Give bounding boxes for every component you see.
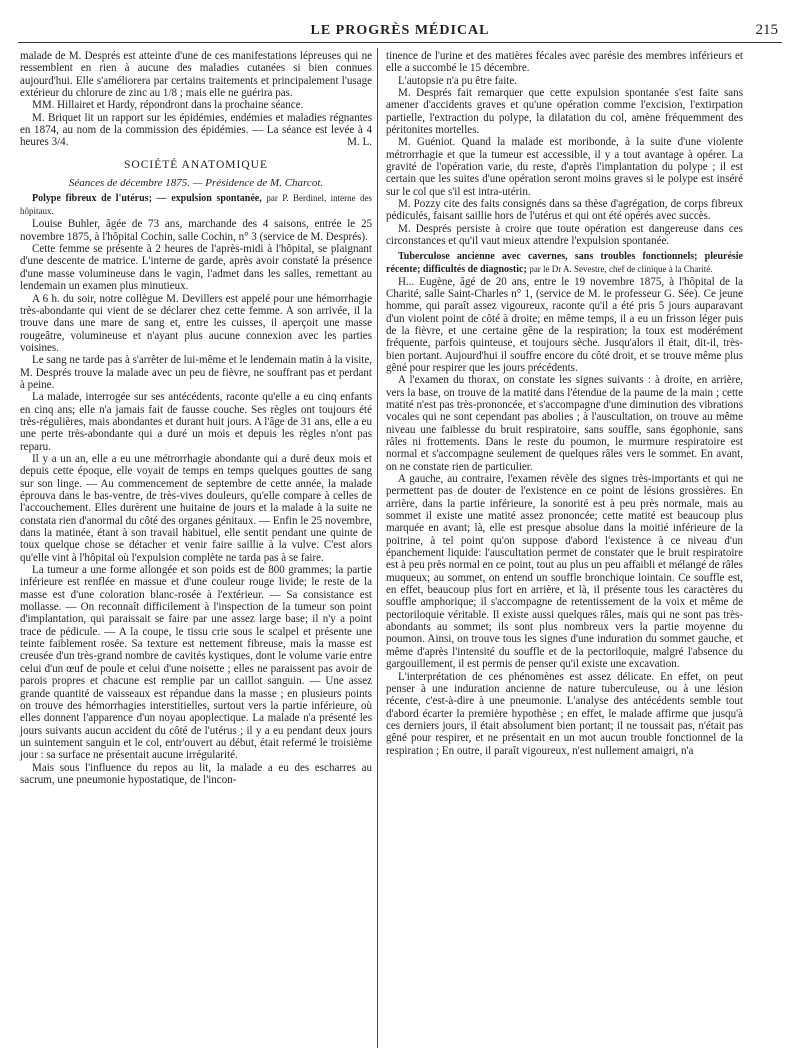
page-number: 215 (755, 22, 778, 38)
paragraph: Cette femme se présente à 2 heures de l'après-midi à l'hôpital, se plaignant d'une descente de matrice. L'interne de garde, après avoir constaté la présence d'une masse volumineuse dans le vagin, l'admet dans les salles, remettant au lendemain un examen plus minutieux. (20, 243, 372, 293)
article-title (386, 251, 743, 276)
section-title: SOCIÉTÉ ANATOMIQUE (124, 158, 268, 171)
article-title-text: Polype fibreux de l'utérus; — expulsion spontanée, (32, 193, 262, 205)
paragraph: M. Després fait remarquer que cette expulsion spontanée s'est faite sans amener d'accidents graves et qu'une opération comme l'excision, l'extirpation partielle, l'extraction du polype, la dilatation du col, amène fréquemment des péritonites mortelles. (386, 87, 743, 137)
paragraph: M. Pozzy cite des faits consignés dans sa thèse d'agrégation, de corps fibreux pédiculés, faisant saillie hors de l'utérus et qui ont été opérés avec succès. (386, 198, 743, 223)
paragraph: A 6 h. du soir, notre collègue M. Devillers est appelé pour une hémorrhagie très-abondante qui vient de se déclarer chez cette femme. A son arrivée, il la trouve dans une mare de sang et, entre les cuisses, il aperçoit une masse rougeâtre, volumineuse et n'ayant plus aucune connexion avec les parties voisines. (20, 292, 372, 354)
article-title-text: Tuberculose ancienne avec cavernes, sans troubles fonctionnels; pleurésie récente; difficultés de diagnostic; (386, 250, 743, 275)
paragraph: MM. Hillairet et Hardy, répondront dans la prochaine séance. (32, 99, 304, 112)
left-column (20, 50, 372, 786)
article-author: par P. Berdinel, interne des hôpitaux. (20, 193, 373, 217)
paragraph: La malade, interrogée sur ses antécédents, raconte qu'elle a eu cinq enfants en cinq ans; elle n'a jamais fait de fausse couche. Ses règles ont toujours été très-régulières, mais abondantes et durant huit jours. A l'âge de 31 ans, elle a eu une perte très-abondante qui a duré un mois et depuis les règles n'ont pas reparu. (20, 391, 372, 453)
paragraph: Louise Buhler, âgée de 73 ans, marchande des 4 saisons, entrée le 25 novembre 1875, à l'hôpital Cochin, salle Cochin, n° 3 (service de M. Després). (20, 218, 372, 243)
paragraph: La tumeur a une forme allongée et son poids est de 800 grammes; la partie inférieure est renflée en massue et d'une couleur rouge livide; le reste de la masse est d'une coloration blanc-rosée à l'extérieur. — Sa consistance est mollasse. — On reconnaît difficilement à l'inspection de la tumeur son point d'implantation, qui paraissait se faire par une assez large base; il n'y a point trace de pédicule. — A la coupe, le tissu crie sous le scalpel et présente une teinte faiblement rosée. Sa texture est nettement fibreuse, mais la masse est creusée d'un très-grand nombre de cavités kystiques, dont le volume varie entre celui d'un œuf de poule et celui d'une noisette ; elles ne paraissent pas avoir de parois propres et chacune est remplie par un caillot sanguin. — Une assez grande quantité de vaisseaux est répandue dans la masse ; en plusieurs points on trouve des hémorrhagies interstitielles, surtout vers la partie inférieure, où elles donnent l'apparence d'un noyau apoplectique. La malade n'a présenté les jours suivants aucun accident du côté de l'utérus ; il y a eu pendant deux jours un suintement sanguin et le col, entr'ouvert au début, était refermé le troisième jour : sa surface ne présentait aucune irrégularité. (20, 564, 372, 762)
journal-title: LE PROGRÈS MÉDICAL (310, 23, 490, 38)
page-header (18, 20, 782, 43)
paragraph: Le sang ne tarde pas à s'arrêter de lui-même et le lendemain matin à la visite, M. Després trouve la malade avec un peu de fièvre, ne souffrant pas et perdant à peine. (20, 354, 373, 391)
paragraph: A gauche, au contraire, l'examen révèle des signes très-importants et qui ne permettent pas de douter de l'existence en ce point de lésions grossières. En arrière, dans la partie inférieure, la sonorité est à peu près normale, mais au sommet il existe une matité assez prononcée; cette matité est beaucoup plus marquée en avant; là, elle est presque absolue dans la moitié inférieure de la poitrine, à tel point qu'on suppose d'abord l'existence à ce niveau d'un épanchement liquide: l'auscultation permet de constater que le bruit respiratoire est à peu près normal en ce point, tout au plus un peu affaibli et mélangé de râles muqueux; au sommet, on entend un souffle bronchique lointain. Ce souffle est, en effet, beaucoup plus fort en arrière, et là, il présente tous les caractères du souffle amphorique; il s'accompagne de retentissement de la voix et même de pectoriloquie véritable. Il existe aussi quelques râles, mais qui ne sont pas très-abondants au sommet; ils sont plus nombreux vers la partie moyenne du poumon. Ainsi, on trouve tous les signes d'une induration du sommet gauche, et même d'après l'intensité du souffle et de la pectoriloquie, malgré l'absence du gargouillement, il est permis de penser qu'il existe une excavation. (386, 473, 743, 671)
paragraph: L'autopsie n'a pu être faite. (398, 74, 518, 87)
paragraph (20, 112, 372, 149)
signature: M. L. (347, 136, 372, 149)
session-heading: Séances de décembre 1875. — Présidence de M. Charcot. (68, 177, 324, 190)
paragraph: malade de M. Després est atteinte d'une de ces manifestations lépreuses qui ne ressemblent en rien à aucune des maladies cutanées si bien connues aujourd'hui. Elle s'améliorera par certains traitements et principalement l'usage extérieur du chlorure de zinc au 1/8 ; mais elle ne guérira pas. (20, 50, 372, 100)
paragraph: H... Eugène, âgé de 20 ans, entre le 19 novembre 1875, à l'hôpital de la Charité, salle Saint-Charles n° 1, (service de M. le professeur G. Sée). Ce jeune homme, qui paraît assez vigoureux, raconte qu'il a été pris 5 jours auparavant d'un violent point de côté à droite; en même temps, il a eu un frisson léger puis de la fièvre, et une certaine gêne de la respiration; la toux est modérément fréquente, parfois quinteuse, et toujours sèche. Jusqu'alors il était, dit-il, très-bien portant. Aujourd'hui il souffre encore du côté droit, et se trouve même plus gêné pour respirer que les jours précédents. (386, 275, 743, 374)
paragraph: Mais sous l'influence du repos au lit, la malade a eu des escharres au sacrum, une pneumonie hypostatique, de l'incon- (20, 761, 372, 786)
paragraph: M. Guéniot. Quand la malade est moribonde, à la suite d'une violente métrorrhagie et que la tumeur est accessible, il y a tout avantage à opérer. La gravité de l'opération varie, du reste, d'après l'implantation du polype ; il est certain que les suites d'une opération seront moins graves si le polype est inséré sur le col que s'il est intra-utérin. (386, 136, 743, 198)
right-column (386, 50, 743, 757)
article-author: par le Dr A. Sevestre, chef de clinique à la Charité. (529, 263, 713, 274)
article-title (20, 192, 372, 218)
paragraph: L'interprétation de ces phénomènes est assez délicate. En effet, on peut penser à une induration ancienne de nature tuberculeuse, ou à une lésion récente, c'est-à-dire à une pneumonie. L'analyse des antécédents semble tout d'abord écarter la première hypothèse ; en effet, le malade affirme que jusqu'à ces derniers jours, il était absolument bien portant; il ne toussait pas, n'était pas gêné pour respirer, et ne présentait en un mot aucun trouble fonctionnel de la respiration ; En outre, il paraît vigoureux, n'est nullement amaigri, n'a (386, 670, 743, 757)
column-divider (377, 48, 378, 1048)
paragraph-text: M. Briquet lit un rapport sur les épidémies, endémies et maladies régnantes en 1874, au nom de la commission des épidémies. — La séance est levée à 4 heures 3/4. (20, 111, 372, 149)
paragraph: tinence de l'urine et des matières fécales avec parésie des membres inférieurs et elle a succombé le 15 décembre. (386, 50, 743, 75)
paragraph: A l'examen du thorax, on constate les signes suivants : à droite, en arrière, vers la base, on trouve de la matité dans l'étendue de la paume de la main ; cette matité n'est pas très-prononcée, et s'accompagne d'une diminution des vibrations vocales qui ne sont cependant pas abolies ; à l'auscultation, on trouve au même niveau une faiblesse du bruit respiratoire, sans souffle, sans égophonie, sans râles ni frottements. Dans le reste du poumon, le murmure respiratoire est normal et s'accompagne seulement de quelques râles vers le sommet. En avant, on ne constate rien de particulier. (386, 374, 743, 473)
paragraph: Il y a un an, elle a eu une métrorrhagie abondante qui a duré deux mois et depuis cette époque, elle voyait de temps en temps quelques gouttes de sang sur son linge. — Au commencement de septembre de cette année, la malade éprouva dans le bas-ventre, de très-vives douleurs, qu'elle compare à celles de l'accouchement. Elles durèrent une huitaine de jours et la malade à la suite ne constata rien d'anormal du côté des organes génitaux. — Enfin le 25 novembre, dans la matinée, étant à son travail habituel, elle sentit pendant une quinte de toux quelque chose se détacher et venir faire saillie à la vulve. C'est alors qu'elle vint à l'hôpital où l'expulsion complète ne tarda pas à se faire. (20, 452, 372, 564)
paragraph: M. Després persiste à croire que toute opération est dangereuse dans ces circonstances et qu'il vaut mieux attendre l'expulsion spontanée. (386, 222, 743, 248)
